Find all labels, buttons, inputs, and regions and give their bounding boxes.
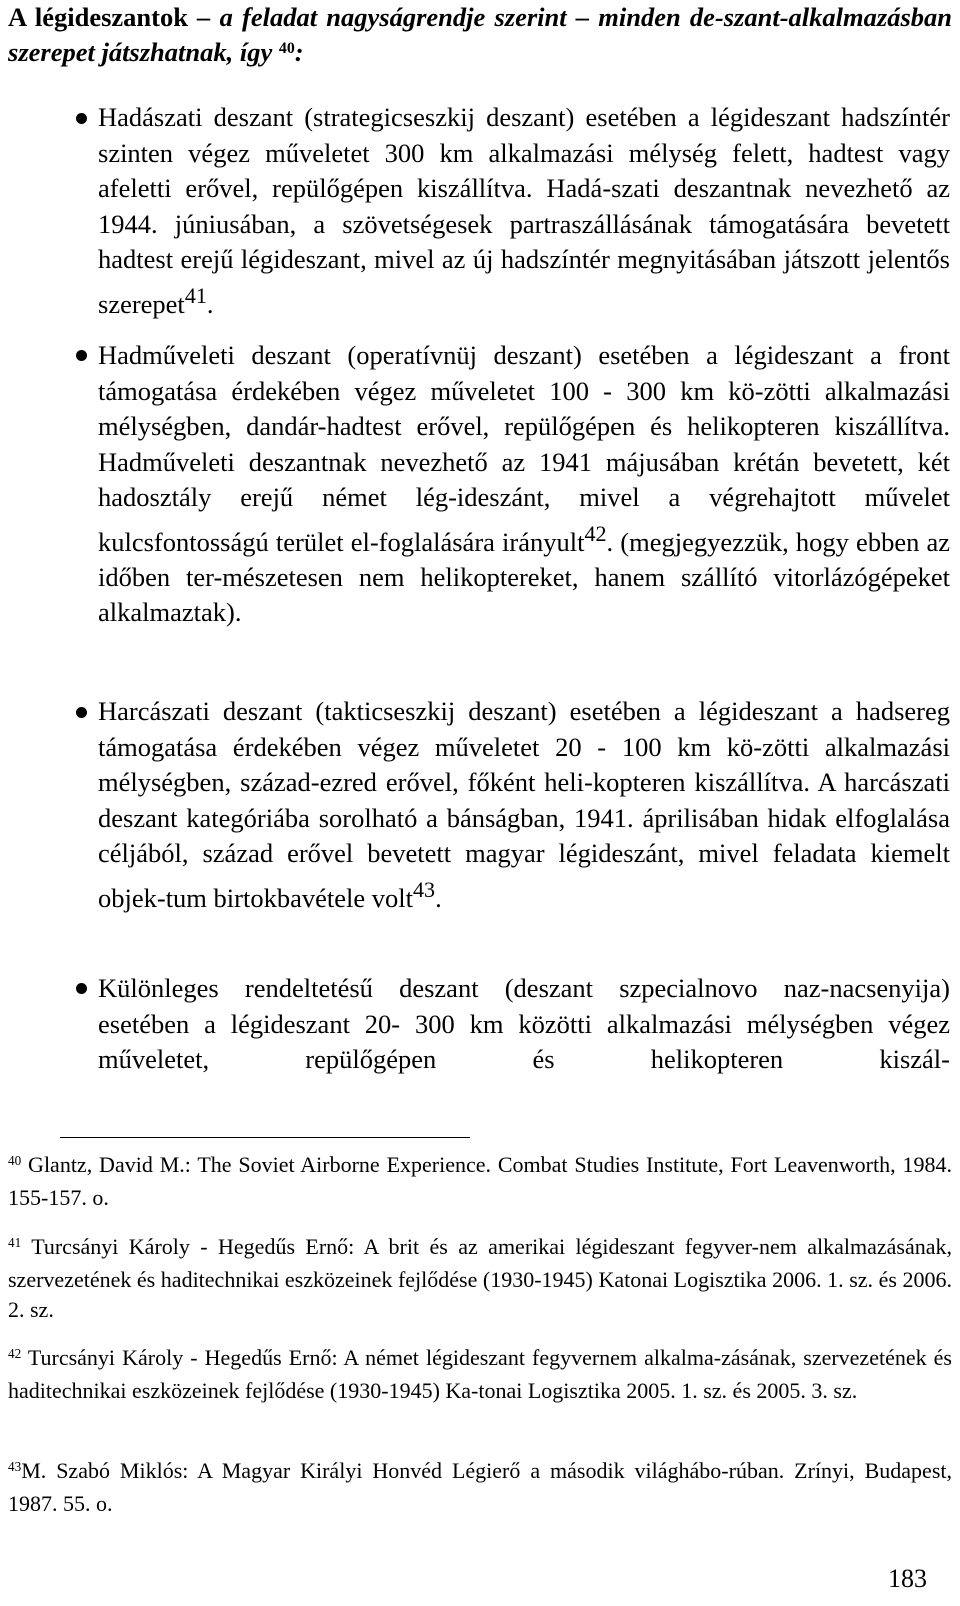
footnote-ref[interactable]: 41 <box>184 282 207 308</box>
list-item-text-end: . (megjegyezzük, hogy ebben az időben ter-mészetesen nem helikoptereket, hanem szállító vitorlázógépeket alkalmaztak). <box>98 526 950 628</box>
section-heading <box>8 0 952 70</box>
heading-bold-text: A légideszantok <box>8 2 198 32</box>
list-item <box>98 694 950 916</box>
footnote-divider <box>60 1137 470 1138</box>
list-item <box>98 100 950 322</box>
footnote-number: 42 <box>8 1345 22 1361</box>
footnote-text: Glantz, David M.: The Soviet Airborne Experience. Combat Studies Institute, Fort Leavenworth, 1984. 155-157. o. <box>8 1152 952 1210</box>
footnote <box>8 1150 952 1213</box>
heading-colon: : <box>294 37 304 67</box>
footnote-text: Turcsányi Károly - Hegedűs Ernő: A német légideszant fegyvernem alkalma-zásának, szervezetének és haditechnikai eszközeinek fejlődése (1930-1945) Ka-tonai Logisztika 2005. 1. sz. és 2005. 3. sz. <box>8 1345 952 1403</box>
footnote-ref[interactable]: 42 <box>584 520 607 546</box>
list-item-text: Hadműveleti deszant (operatívnüj deszant) esetében a légideszant a front támogatása érdekében végez műveletet 100 - 300 km kö-zötti alkalmazási mélységben, dandár-hadtest erővel, repülőgépen és helikopteren kiszállítva. Hadműveleti deszantnak nevezhető az 1941 májusában krétán bevetett, két hadosztály erejű német lég-ideszánt, mivel a végrehajtott művelet kulcsfontosságú terület el-foglalására irányult <box>98 340 950 557</box>
bullet-icon <box>76 113 87 124</box>
list-item-text: Hadászati deszant (strategicseszkij deszant) esetében a légideszant hadszíntér szinten végez műveletet 300 km alkalmazási mélység felett, hadtest vagy afeletti erővel, repülőgépen kiszállítva. Hadá-szati deszantnak nevezhető az 1944. júniusában, a szövetségesek partraszállásának támogatására bevetett hadtest erejű légideszant, mivel az új hadszíntér megnyitásában játszott jelentős szerepet <box>98 102 950 319</box>
footnote <box>8 1343 952 1406</box>
footnote-number: 41 <box>8 1234 22 1250</box>
footnote-text: Turcsányi Károly - Hegedűs Ernő: A brit és az amerikai légideszant fegyver-nem alkalmazásának, szervezetének és haditechnikai eszközeinek fejlődése (1930-1945) Katonai Logisztika 2006. 1. sz. és 2006. 2. sz. <box>8 1234 952 1322</box>
list-item-text: Harcászati deszant (takticseszkij deszant) esetében a légideszant a hadsereg támogatása érdekében végez műveletet 20 - 100 km kö-zötti alkalmazási mélységben, század-ezred erővel, főként heli-kopteren kiszállítva. A harcászati deszant kategóriába sorolható a bánságban, 1941. áprilisában hidak elfoglalása céljából, század erővel bevetett magyar légideszánt, mivel feladata kiemelt objek-tum birtokbavétele volt <box>98 696 950 913</box>
footnote-text: M. Szabó Miklós: A Magyar Királyi Honvéd Légierő a második világhábo-rúban. Zrínyi, Budapest, 1987. 55. o. <box>8 1458 952 1516</box>
footnote <box>8 1456 952 1519</box>
list-item-text: Különleges rendeltetésű deszant (deszant szpecialnovo naz-nacsenyija) esetében a légideszant 20- 300 km közötti alkalmazási mélységben végez műveletet, repülőgépen és helikopteren kiszál- <box>98 973 950 1074</box>
footnote-number: 43 <box>8 1458 22 1474</box>
list-item <box>98 971 950 1078</box>
bullet-icon <box>76 983 87 994</box>
footnote-ref[interactable]: 40 <box>278 40 295 58</box>
bullet-icon <box>76 707 87 718</box>
page-number: 183 <box>888 1564 927 1593</box>
list-item <box>98 338 950 631</box>
heading-italic-text: – a feladat nagyságrendje szerint – minden de-szant-alkalmazásban szerepet játszhatnak, így <box>8 2 952 67</box>
bullet-icon <box>76 350 87 361</box>
footnote-ref[interactable]: 43 <box>412 876 436 902</box>
footnote-number: 40 <box>8 1152 22 1168</box>
footnote <box>8 1232 952 1325</box>
list-item-text-end: . <box>206 288 214 319</box>
list-item-text-end: . <box>435 882 442 913</box>
